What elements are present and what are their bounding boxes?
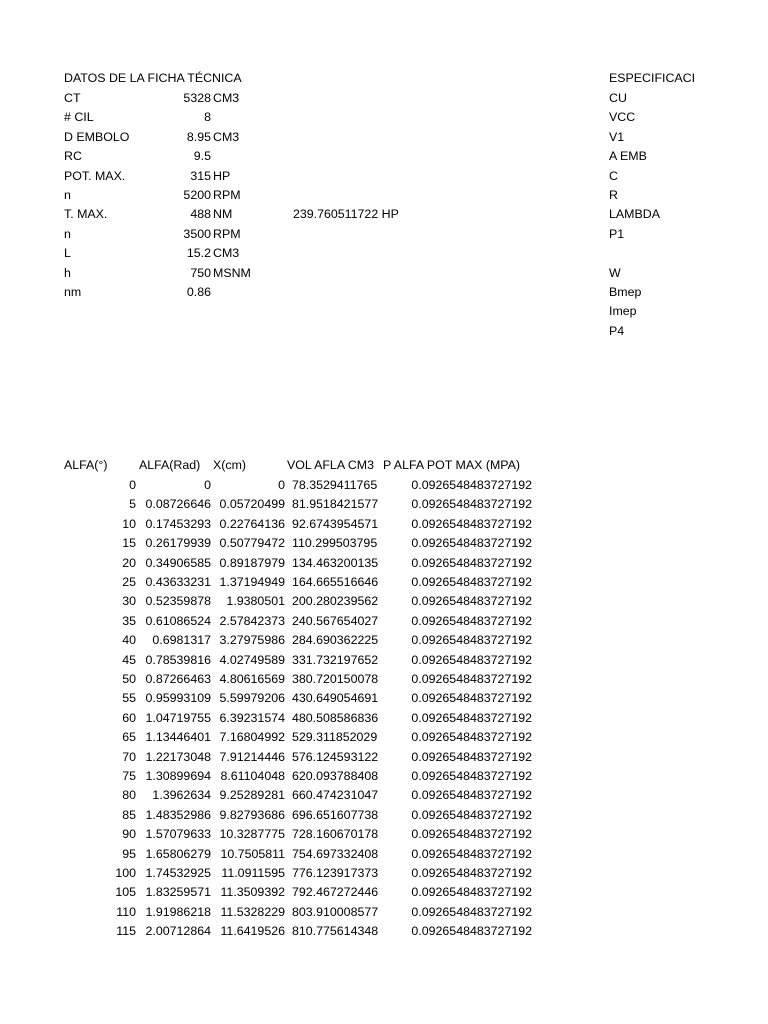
spec-item: P4 (609, 323, 625, 338)
cell-alfa-rad: 0.08726646 (145, 497, 211, 512)
cell-alfa-deg: 65 (122, 730, 136, 745)
cell-x-cm: 8.61104048 (220, 769, 285, 783)
tech-unit: RPM (213, 226, 241, 241)
tech-sheet-row (0, 264, 768, 283)
tech-unit: HP (213, 168, 231, 183)
cell-x-cm: 0 (278, 478, 285, 492)
table-row (0, 573, 768, 592)
cell-alfa-rad: 1.04719755 (145, 710, 211, 725)
spec-item: R (609, 188, 618, 202)
tech-sheet-row (0, 108, 768, 127)
table-row (0, 651, 768, 670)
cell-p-alfa: 0.0926548483727192 (411, 497, 532, 512)
cell-x-cm: 9.25289281 (219, 788, 285, 803)
cell-vol-alfa: 380.720150078 (292, 672, 379, 686)
cell-p-alfa: 0.0926548483727192 (411, 730, 532, 745)
tech-sheet-row (0, 225, 768, 244)
cell-vol-alfa: 164.665516646 (292, 575, 379, 589)
cell-vol-alfa: 576.124593122 (292, 749, 379, 764)
cell-alfa-deg: 45 (122, 652, 136, 667)
spec-item: V1 (609, 129, 625, 144)
cell-p-alfa: 0.0926548483727192 (411, 807, 532, 822)
cell-p-alfa: 0.0926548483727192 (411, 866, 532, 880)
cell-vol-alfa: 240.567654027 (292, 613, 379, 628)
spec-item: Imep (609, 304, 637, 319)
table-row (0, 612, 768, 631)
tech-value: 0.86 (186, 285, 211, 299)
cell-alfa-deg: 100 (115, 866, 136, 880)
table-row (0, 592, 768, 611)
tech-label: CT (64, 91, 81, 105)
cell-alfa-deg: 70 (122, 749, 136, 764)
table-row (0, 767, 768, 786)
cell-alfa-rad: 0.43633231 (145, 575, 211, 589)
cell-p-alfa: 0.0926548483727192 (411, 846, 532, 861)
cell-x-cm: 1.37194949 (219, 575, 285, 589)
table-row (0, 845, 768, 864)
cell-alfa-rad: 1.13446401 (145, 730, 211, 745)
cell-vol-alfa: 110.299503795 (292, 536, 378, 551)
cell-x-cm: 1.9380501 (226, 594, 285, 609)
tech-sheet-title: DATOS DE LA FICHA TÉCNICA (64, 71, 242, 85)
cell-vol-alfa: 810.775614348 (292, 924, 379, 939)
cell-alfa-rad: 1.91986218 (145, 904, 211, 919)
cell-vol-alfa: 696.651607738 (292, 807, 379, 822)
cell-vol-alfa: 200.280239562 (292, 594, 379, 609)
tech-value: 488 (190, 207, 211, 222)
cell-alfa-rad: 0.17453293 (145, 516, 211, 531)
cell-alfa-deg: 10 (122, 516, 136, 531)
cell-alfa-deg: 90 (122, 827, 136, 842)
table-row (0, 883, 768, 902)
tech-value: 15.2 (186, 246, 211, 261)
cell-vol-alfa: 803.910008577 (292, 904, 379, 919)
tech-unit: CM3 (213, 129, 240, 144)
table-row (0, 476, 768, 495)
cell-p-alfa: 0.0926548483727192 (411, 904, 532, 919)
cell-alfa-rad: 0.6981317 (152, 633, 211, 648)
tech-sheet-row (0, 167, 768, 186)
tech-value: 8.95 (186, 129, 211, 144)
spec-item: P1 (609, 226, 625, 241)
tech-label: T. MAX. (64, 207, 108, 222)
cell-x-cm: 10.3287775 (219, 827, 285, 842)
cell-p-alfa: 0.0926548483727192 (411, 575, 532, 589)
cell-alfa-rad: 1.48352986 (145, 807, 211, 822)
cell-alfa-deg: 110 (116, 904, 136, 919)
cell-alfa-rad: 1.57079633 (145, 827, 211, 842)
tech-label: D EMBOLO (64, 129, 130, 144)
tech-value: 750 (190, 265, 211, 280)
spec-item: C (609, 168, 618, 183)
tech-unit: CM3 (213, 246, 240, 261)
table-row (0, 495, 768, 514)
tech-label: n (64, 226, 71, 241)
cell-x-cm: 11.6419526 (220, 924, 285, 939)
cell-alfa-deg: 105 (115, 885, 136, 900)
tech-sheet-row (0, 128, 768, 147)
cell-x-cm: 9.82793686 (219, 807, 285, 822)
cell-alfa-rad: 0 (204, 478, 211, 492)
cell-x-cm: 7.16804992 (219, 730, 285, 745)
cell-alfa-rad: 2.00712864 (145, 924, 211, 939)
cell-alfa-deg: 5 (129, 497, 136, 512)
tech-label: RC (64, 149, 82, 164)
tech-sheet-row (0, 89, 768, 108)
cell-x-cm: 5.59979206 (219, 691, 285, 706)
table-row (0, 709, 768, 728)
header-vol-alfa: VOL AFLA CM3 (287, 458, 374, 472)
spec-item: CU (609, 91, 627, 105)
cell-vol-alfa: 529.311852029 (292, 730, 378, 745)
tech-sheet-row (0, 283, 768, 302)
header-alfa-deg: ALFA(°) (64, 458, 108, 472)
cell-p-alfa: 0.0926548483727192 (411, 672, 532, 686)
tech-value: 9.5 (193, 149, 211, 164)
tech-value: 8 (204, 110, 211, 125)
cell-x-cm: 11.0911595 (221, 866, 285, 880)
cell-alfa-rad: 1.74532925 (145, 866, 211, 880)
tech-unit: MSNM (213, 265, 251, 280)
cell-p-alfa: 0.0926548483727192 (411, 749, 532, 764)
tech-value: 315 (190, 168, 211, 183)
tech-unit: NM (213, 207, 233, 222)
table-row (0, 534, 768, 553)
tech-sheet-row (0, 244, 768, 263)
cell-vol-alfa: 78.3529411765 (292, 478, 378, 492)
header-x-cm: X(cm) (213, 458, 247, 472)
cell-x-cm: 3.27975986 (219, 633, 285, 648)
cell-p-alfa: 0.0926548483727192 (411, 885, 532, 900)
cell-alfa-rad: 0.61086524 (145, 613, 211, 628)
cell-x-cm: 11.3509392 (220, 885, 285, 900)
table-row (0, 728, 768, 747)
cell-alfa-rad: 1.3962634 (152, 788, 211, 803)
cell-p-alfa: 0.0926548483727192 (411, 924, 532, 939)
tech-extra: 239.760511722 HP (293, 207, 399, 222)
tech-label: n (64, 188, 71, 202)
spec-item: W (609, 265, 621, 280)
table-row (0, 786, 768, 805)
tech-value: 5200 (183, 188, 211, 202)
cell-alfa-rad: 0.78539816 (145, 652, 211, 667)
cell-p-alfa: 0.0926548483727192 (411, 788, 532, 803)
table-row (0, 689, 768, 708)
cell-p-alfa: 0.0926548483727192 (411, 827, 532, 842)
cell-vol-alfa: 776.123917373 (292, 866, 379, 880)
cell-p-alfa: 0.0926548483727192 (411, 633, 532, 648)
header-alfa-rad: ALFA(Rad) (139, 458, 201, 472)
cell-alfa-deg: 80 (122, 788, 136, 803)
tech-label: h (64, 265, 71, 280)
cell-x-cm: 11.5328229 (220, 904, 285, 919)
table-row (0, 748, 768, 767)
cell-alfa-deg: 0 (129, 478, 136, 492)
cell-p-alfa: 0.0926548483727192 (411, 613, 532, 628)
cell-alfa-deg: 55 (122, 691, 136, 706)
header-p-alfa: P ALFA POT MAX (MPA) (383, 458, 521, 472)
tech-label: POT. MAX. (64, 168, 126, 183)
tech-unit: CM3 (213, 91, 240, 105)
cell-alfa-deg: 20 (122, 555, 136, 570)
spec-item: Bmep (609, 285, 642, 299)
table-row (0, 806, 768, 825)
cell-p-alfa: 0.0926548483727192 (411, 555, 532, 570)
cell-alfa-rad: 0.95993109 (145, 691, 211, 706)
cell-alfa-rad: 0.87266463 (145, 672, 211, 686)
tech-unit: RPM (213, 188, 241, 202)
cell-alfa-deg: 50 (122, 672, 136, 686)
cell-p-alfa: 0.0926548483727192 (411, 536, 532, 551)
cell-p-alfa: 0.0926548483727192 (411, 478, 532, 492)
cell-vol-alfa: 728.160670178 (292, 827, 379, 842)
table-row (0, 903, 768, 922)
table-row (0, 864, 768, 883)
cell-alfa-deg: 25 (122, 575, 136, 589)
cell-alfa-deg: 30 (122, 594, 136, 609)
cell-vol-alfa: 331.732197652 (292, 652, 379, 667)
table-row (0, 554, 768, 573)
spec-item: A EMB (609, 149, 647, 164)
cell-vol-alfa: 754.697332408 (292, 846, 379, 861)
table-row (0, 825, 768, 844)
cell-x-cm: 4.80616569 (219, 672, 285, 686)
cell-p-alfa: 0.0926548483727192 (411, 594, 532, 609)
cell-x-cm: 10.7505811 (220, 846, 285, 861)
cell-vol-alfa: 284.690362225 (292, 633, 379, 648)
table-row (0, 922, 768, 941)
cell-alfa-rad: 0.34906585 (145, 555, 211, 570)
specs-title: ESPECIFICACI (609, 71, 696, 85)
tech-label: L (64, 246, 71, 261)
cell-x-cm: 6.39231574 (219, 710, 285, 725)
cell-p-alfa: 0.0926548483727192 (411, 652, 532, 667)
tech-sheet-row (0, 147, 768, 166)
table-row (0, 515, 768, 534)
cell-alfa-deg: 15 (122, 536, 136, 551)
cell-alfa-deg: 115 (116, 924, 136, 939)
cell-vol-alfa: 92.6743954571 (292, 516, 379, 531)
cell-vol-alfa: 134.463200135 (292, 555, 379, 570)
cell-alfa-rad: 1.83259571 (145, 885, 211, 900)
spec-item: VCC (609, 110, 636, 125)
tech-sheet-row (0, 186, 768, 205)
cell-x-cm: 7.91214446 (219, 749, 285, 764)
tech-label: nm (64, 285, 82, 299)
cell-vol-alfa: 620.093788408 (292, 769, 379, 783)
cell-x-cm: 4.02749589 (219, 652, 285, 667)
cell-alfa-deg: 40 (122, 633, 136, 648)
cell-alfa-deg: 95 (122, 846, 136, 861)
cell-alfa-rad: 0.52359878 (145, 594, 211, 609)
cell-x-cm: 0.05720499 (219, 497, 285, 512)
spec-item: LAMBDA (609, 207, 660, 222)
cell-p-alfa: 0.0926548483727192 (411, 710, 532, 725)
cell-vol-alfa: 430.649054691 (292, 691, 379, 706)
cell-vol-alfa: 480.508586836 (292, 710, 379, 725)
tech-value: 3500 (183, 226, 211, 241)
cell-alfa-deg: 85 (122, 807, 136, 822)
cell-vol-alfa: 792.467272446 (292, 885, 379, 900)
cell-p-alfa: 0.0926548483727192 (411, 769, 532, 783)
cell-alfa-deg: 60 (122, 710, 136, 725)
cell-p-alfa: 0.0926548483727192 (411, 516, 532, 531)
cell-alfa-rad: 1.65806279 (145, 846, 211, 861)
table-row (0, 670, 768, 689)
cell-x-cm: 0.89187979 (219, 555, 285, 570)
cell-x-cm: 0.22764136 (219, 516, 285, 531)
table-row (0, 631, 768, 650)
cell-alfa-rad: 1.30899694 (145, 769, 211, 783)
tech-value: 5328 (183, 91, 211, 105)
cell-vol-alfa: 660.474231047 (292, 788, 379, 803)
cell-vol-alfa: 81.9518421577 (292, 497, 379, 512)
cell-p-alfa: 0.0926548483727192 (411, 691, 532, 706)
cell-alfa-deg: 35 (122, 613, 136, 628)
tech-label: # CIL (64, 110, 94, 125)
cell-alfa-deg: 75 (122, 769, 136, 783)
cell-alfa-rad: 0.26179939 (145, 536, 211, 551)
cell-alfa-rad: 1.22173048 (145, 749, 211, 764)
cell-x-cm: 2.57842373 (219, 613, 285, 628)
cell-x-cm: 0.50779472 (219, 536, 285, 551)
